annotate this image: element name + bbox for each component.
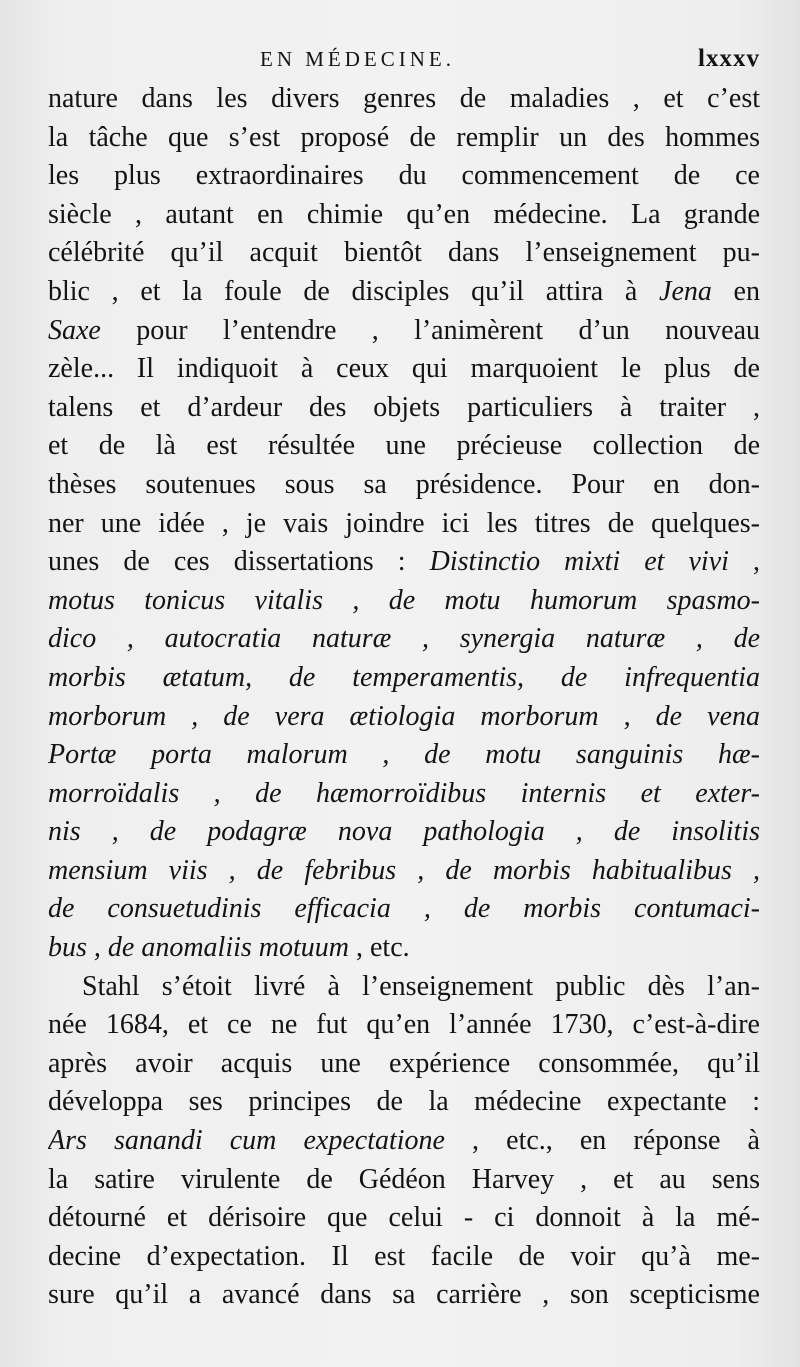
text-line: la satire virulente de Gédéon Harvey , et au sens [48,1163,760,1195]
italic-text-line: morbis ætatum, de temperamentis, de infrequentia [48,661,760,693]
italic-place-name: Saxe [48,314,101,346]
text-run: en [711,275,760,307]
text-line: thèses soutenues sous sa présidence. Pour en don- [48,468,760,500]
text-run: , [728,546,760,578]
text-line: siècle , autant en chimie qu’en médecine. La grande [48,198,760,230]
text-run: , etc., en réponse à [444,1125,760,1157]
text-line: et de là est résultée une précieuse collection de [48,430,760,462]
text-line: zèle... Il indiquoit à ceux qui marquoient le plus de [48,353,760,385]
text-line: après avoir acquis une expérience consommée, qu’il [48,1047,760,1079]
italic-text-line: motus tonicus vitalis , de motu humorum spasmo- [48,584,760,616]
page-number: lxxxv [698,45,760,72]
text-run: pour l’entendre , l’animèrent d’un nouveau [100,314,760,346]
text-line: célébrité qu’il acquit bientôt dans l’enseignement pu- [48,237,760,269]
italic-place-name: Jena [659,275,712,307]
italic-text-line: mensium viis , de febribus , de morbis habitualibus , [48,854,760,886]
italic-text-line: morborum , de vera ætiologia morborum , de vena [48,700,760,732]
italic-text-line: nis , de podagræ nova pathologia , de insolitis [48,816,760,848]
body-text [48,80,760,1315]
text-line: la tâche que s’est proposé de remplir un des hommes [48,121,760,153]
text-line: détourné et dérisoire que celui - ci donnoit à la mé- [48,1202,760,1234]
italic-title: bus , de anomaliis motuum [48,932,349,964]
text-line: talens et d’ardeur des objets particuliers à traiter , [48,391,760,423]
text-line: decine d’expectation. Il est facile de voir qu’à me- [48,1240,760,1272]
text-line [48,929,760,968]
running-head [48,44,760,74]
text-line: nature dans les divers genres de maladies , et c’est [48,83,760,114]
text-line: ner une idée , je vais joindre ici les titres de quelques- [48,507,760,539]
text-line [48,1122,760,1161]
text-run: , etc. [349,932,410,964]
text-line [48,273,760,312]
text-line: née 1684, et ce ne fut qu’en l’année 1730, c’est-à-dire [48,1009,760,1041]
text-line: développa ses principes de la médecine expectante : [48,1086,760,1118]
text-line [48,312,760,351]
text-run: unes de ces dissertations : [48,546,430,578]
italic-text-line: Portæ porta malorum , de motu sanguinis hæ- [48,739,760,771]
text-line: Stahl s’étoit livré à l’enseignement public dès l’an- [82,970,760,1002]
text-run: blic , et la foule de disciples qu’il attira à [48,275,660,307]
italic-text-line: de consuetudinis efficacia , de morbis contumaci- [48,893,760,925]
running-head-title: EN MÉDECINE. [260,47,455,71]
text-line: sure qu’il a avancé dans sa carrière , son scepticisme [48,1279,760,1311]
italic-text-line: morroïdalis , de hæmorroïdibus internis et exter- [48,777,760,809]
italic-title: Ars sanandi cum expectatione [48,1125,445,1157]
text-line: les plus extraordinaires du commencement de ce [48,160,760,192]
italic-title: Distinctio mixti et vivi [429,546,729,578]
italic-text-line: dico , autocratia naturæ , synergia naturæ , de [48,623,760,655]
text-line [48,543,760,582]
